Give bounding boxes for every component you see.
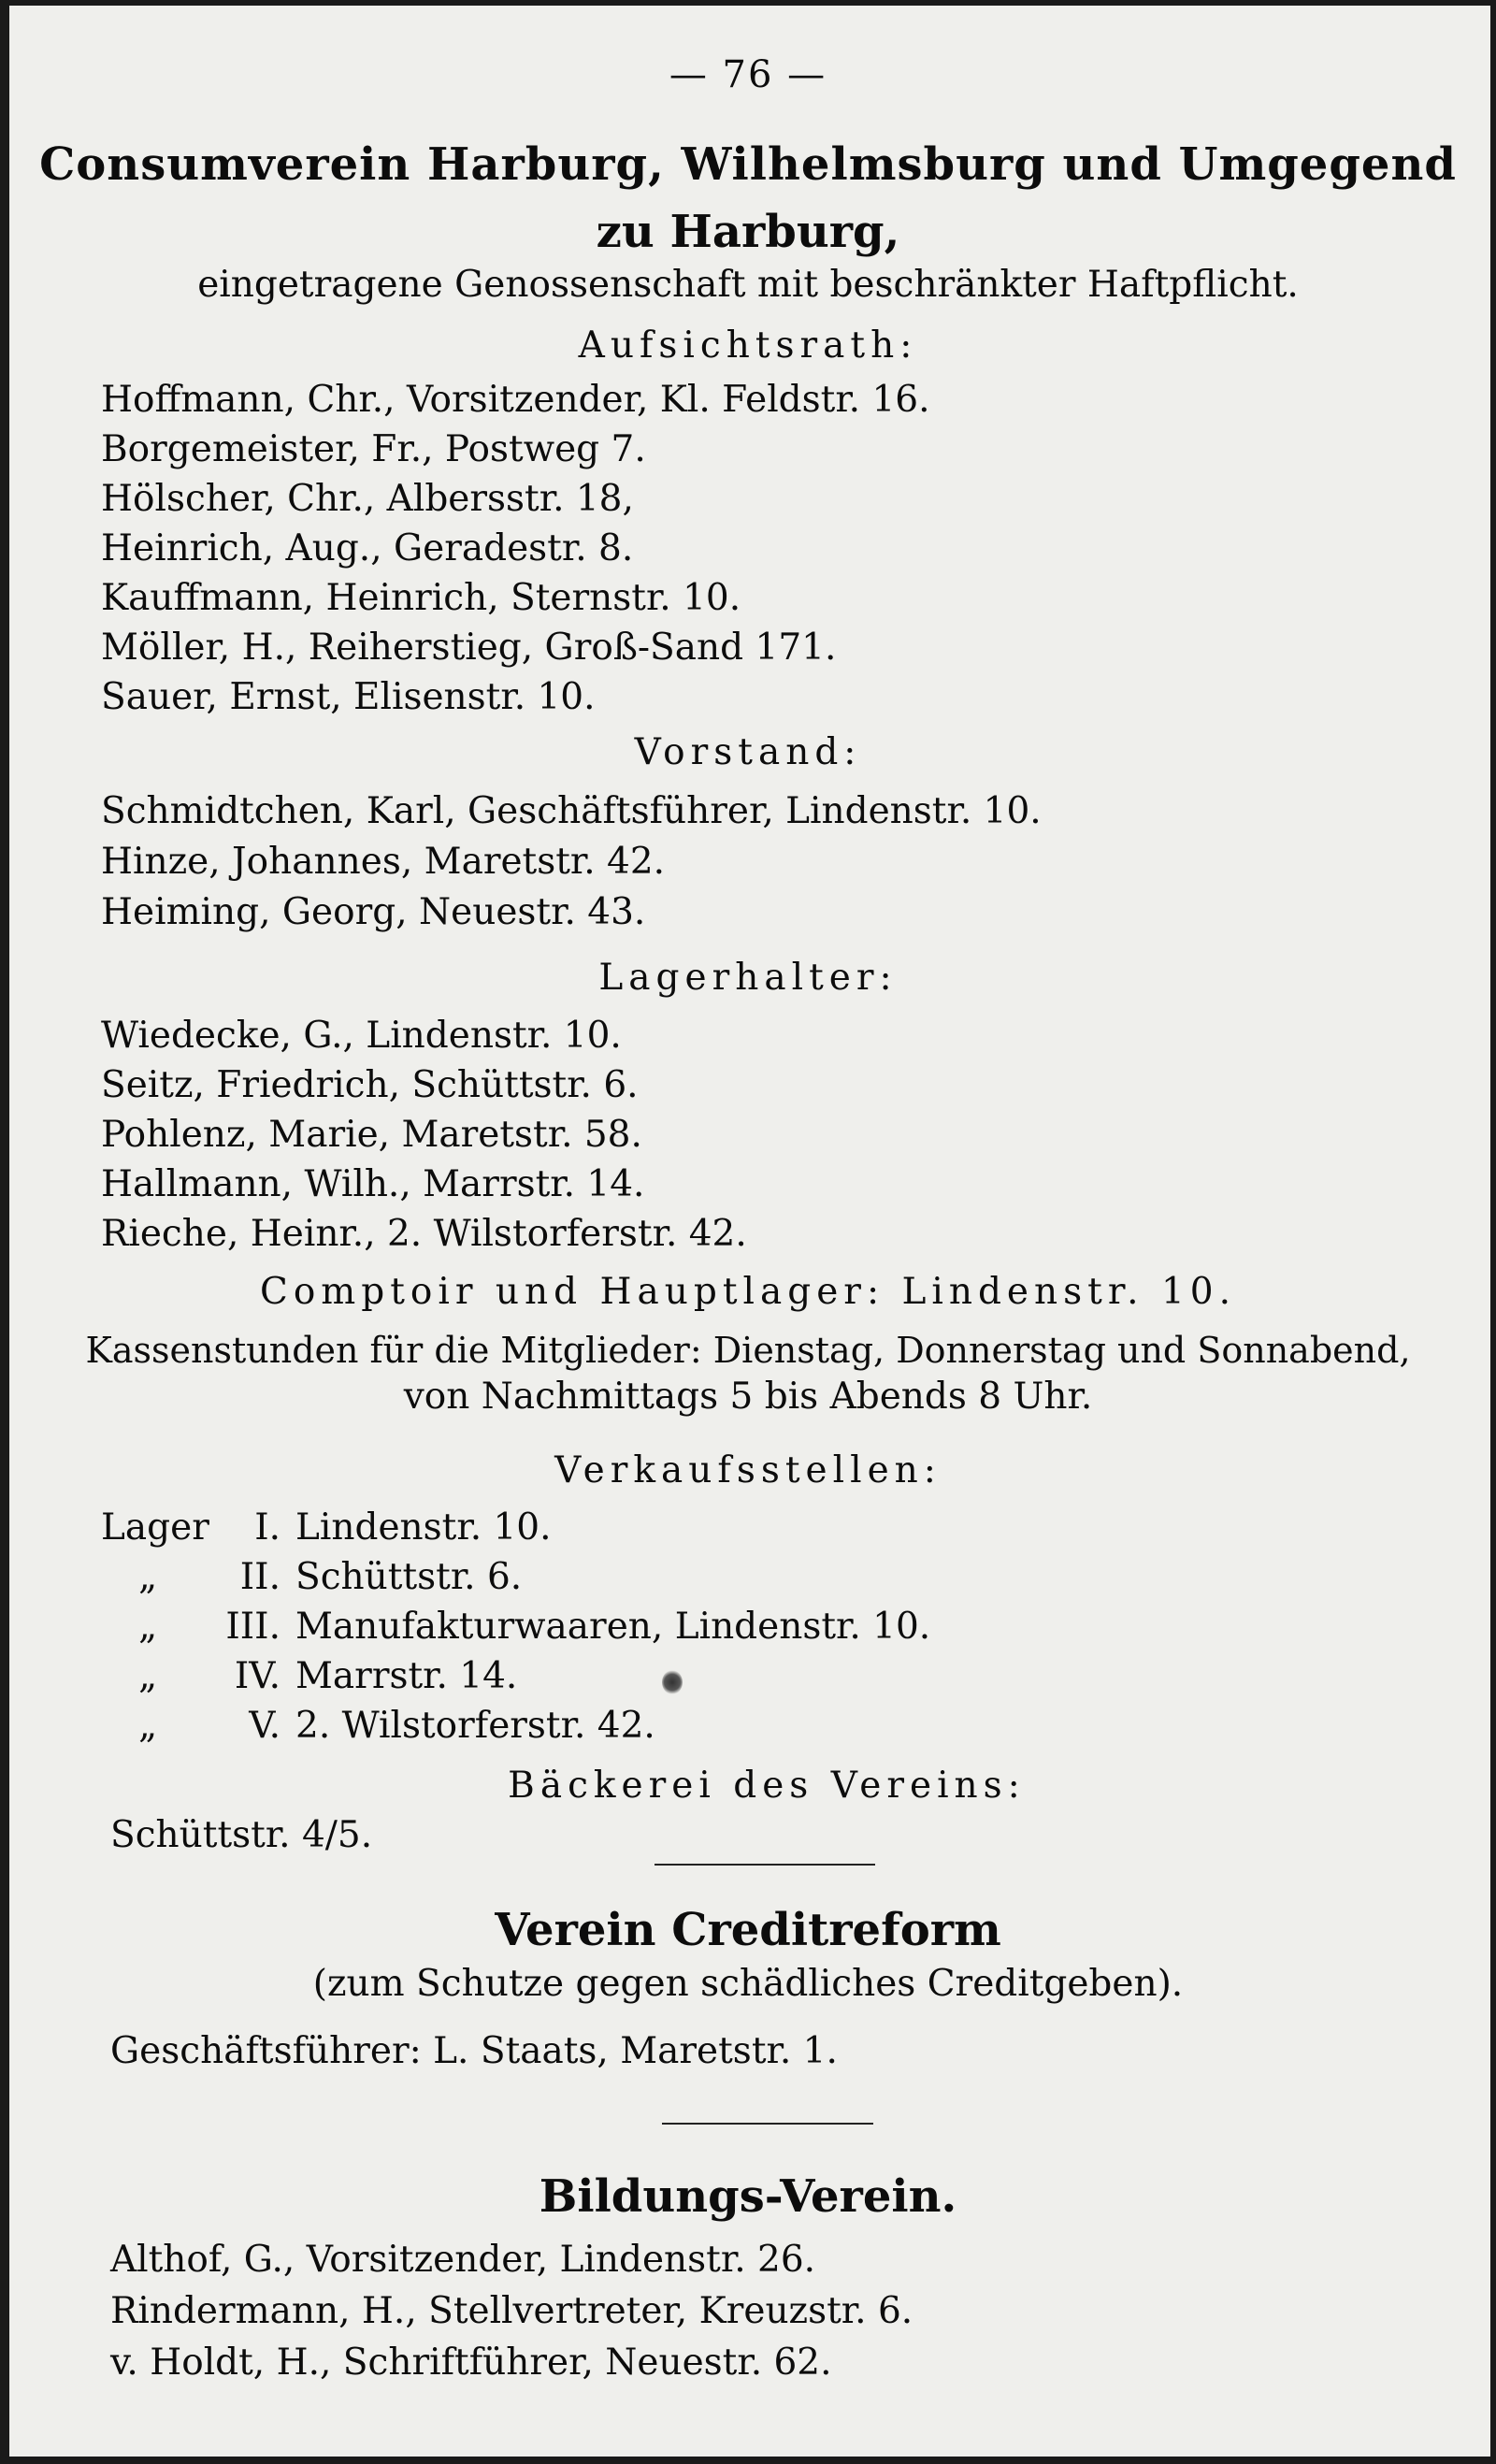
aufsichtsrath-member: Hoffmann, Chr., Vorsitzender, Kl. Feldstr. 16.	[101, 379, 930, 421]
vorstand-member: Schmidtchen, Karl, Geschäftsführer, Lindenstr. 10.	[101, 790, 1042, 832]
consum-title-line1: Consumverein Harburg, Wilhelmsburg und Umgegend	[39, 138, 1457, 191]
verkaufsstelle-number: II.	[239, 1556, 280, 1598]
verkaufsstelle-number: IV.	[234, 1655, 280, 1697]
verkaufsstelle-prefix: „	[138, 1556, 158, 1598]
lagerhalter-member: Pohlenz, Marie, Maretstr. 58.	[101, 1114, 642, 1156]
creditreform-title: Verein Creditreform	[495, 1904, 1001, 1956]
bildung-member: Althof, G., Vorsitzender, Lindenstr. 26.	[110, 2239, 816, 2281]
vorstand-member: Hinze, Johannes, Maretstr. 42.	[101, 841, 666, 883]
verkaufsstelle-prefix: Lager	[101, 1506, 209, 1549]
vorstand-heading: Vorstand:	[634, 731, 862, 773]
section-divider	[662, 2123, 873, 2125]
verkaufsstelle-address: Schüttstr. 6.	[295, 1556, 523, 1598]
verkaufsstelle-prefix: „	[138, 1606, 158, 1648]
aufsichtsrath-heading: Aufsichtsrath:	[578, 324, 918, 367]
page-edge-right	[1490, 0, 1496, 2464]
lagerhalter-member: Rieche, Heinr., 2. Wilstorferstr. 42.	[101, 1213, 747, 1255]
kassenstunden-line1: Kassenstunden für die Mitglieder: Dienstag, Donnerstag und Sonnabend,	[85, 1330, 1411, 1371]
verkaufsstelle-number: III.	[225, 1606, 280, 1648]
verkaufsstelle-number: I.	[254, 1506, 280, 1549]
verkaufsstelle-prefix: „	[138, 1705, 158, 1747]
section-divider	[654, 1864, 875, 1866]
lagerhalter-heading: Lagerhalter:	[598, 957, 898, 999]
aufsichtsrath-member: Heinrich, Aug., Geradestr. 8.	[101, 527, 634, 569]
page-edge-left	[0, 0, 9, 2464]
vorstand-member: Heiming, Georg, Neuestr. 43.	[101, 891, 646, 933]
bildung-member: v. Holdt, H., Schriftführer, Neuestr. 62.	[110, 2342, 832, 2384]
creditreform-subtitle: (zum Schutze gegen schädliches Creditgeben).	[312, 1963, 1184, 2005]
baeckerei-heading: Bäckerei des Vereins:	[508, 1765, 1026, 1807]
verkaufsstellen-heading: Verkaufsstellen:	[554, 1449, 942, 1491]
consum-subtitle: eingetragene Genossenschaft mit beschränkter Haftpflicht.	[197, 264, 1299, 306]
lagerhalter-member: Hallmann, Wilh., Marrstr. 14.	[101, 1163, 645, 1205]
aufsichtsrath-member: Möller, H., Reiherstieg, Groß-Sand 171.	[101, 627, 837, 669]
page-edge-top	[0, 0, 1496, 6]
bildung-member: Rindermann, H., Stellvertreter, Kreuzstr. 6.	[110, 2290, 913, 2332]
page-edge-bottom	[0, 2457, 1496, 2464]
creditreform-manager: Geschäftsführer: L. Staats, Maretstr. 1.	[110, 2030, 838, 2072]
bildung-title: Bildungs-Verein.	[539, 2170, 957, 2223]
consum-title-line2: zu Harburg,	[596, 206, 900, 258]
lagerhalter-member: Seitz, Friedrich, Schüttstr. 6.	[101, 1064, 639, 1106]
aufsichtsrath-member: Sauer, Ernst, Elisenstr. 10.	[101, 676, 596, 718]
lagerhalter-member: Wiedecke, G., Lindenstr. 10.	[101, 1015, 622, 1057]
aufsichtsrath-member: Borgemeister, Fr., Postweg 7.	[101, 428, 646, 470]
verkaufsstelle-number: V.	[249, 1705, 280, 1747]
verkaufsstelle-address: Manufakturwaaren, Lindenstr. 10.	[295, 1606, 931, 1648]
verkaufsstelle-prefix: „	[138, 1655, 158, 1697]
comptoir-line: Comptoir und Hauptlager: Lindenstr. 10.	[259, 1271, 1236, 1313]
aufsichtsrath-member: Hölscher, Chr., Albersstr. 18,	[101, 478, 634, 520]
ink-smudge	[662, 1670, 683, 1694]
verkaufsstelle-address: Lindenstr. 10.	[295, 1506, 552, 1549]
page-number: — 76 —	[669, 53, 827, 96]
aufsichtsrath-member: Kauffmann, Heinrich, Sternstr. 10.	[101, 577, 741, 619]
verkaufsstelle-address: Marrstr. 14.	[295, 1655, 518, 1697]
baeckerei-address: Schüttstr. 4/5.	[110, 1814, 373, 1856]
kassenstunden-line2: von Nachmittags 5 bis Abends 8 Uhr.	[403, 1376, 1093, 1418]
verkaufsstelle-address: 2. Wilstorferstr. 42.	[295, 1705, 655, 1747]
